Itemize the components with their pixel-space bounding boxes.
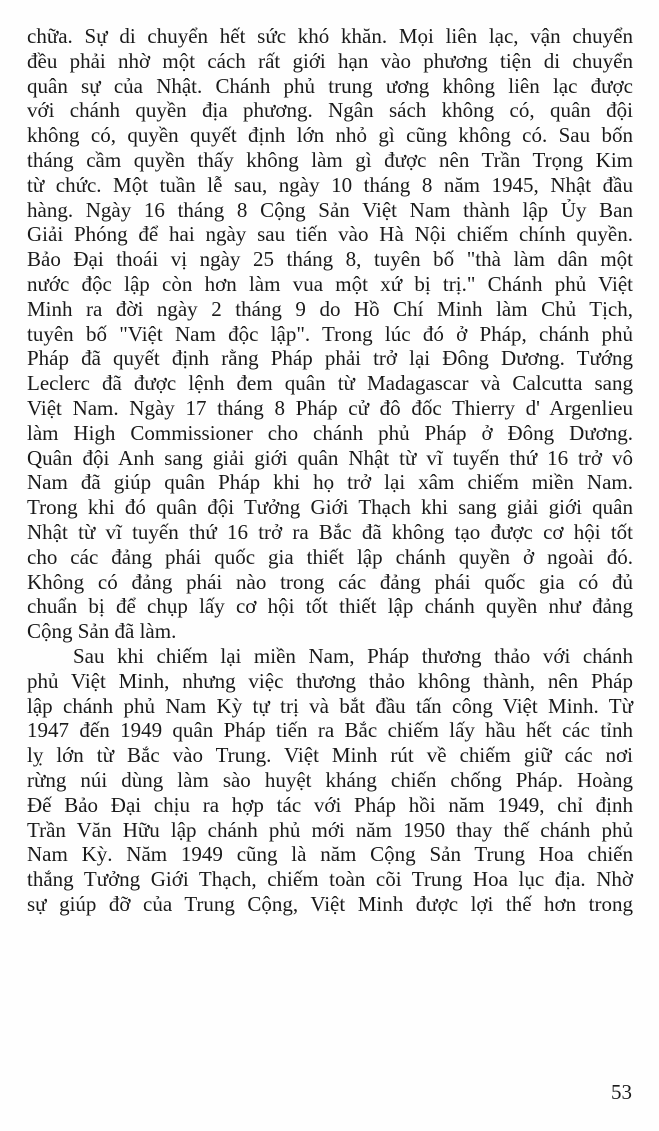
text-line: phủ Việt Minh, nhưng việc thương thảo không thành, nên Pháp	[27, 668, 633, 693]
text-line: 1947 đến 1949 quân Pháp tiến ra Bắc chiếm lấy hầu hết các tỉnh	[27, 718, 633, 743]
text-line: sự giúp đỡ của Trung Cộng, Việt Minh được lợi thế hơn trong	[27, 891, 633, 916]
text-line: rừng núi dùng làm sào huyệt kháng chiến chống Pháp. Hoàng	[27, 767, 633, 792]
text-line: Không có đảng phái nào trong các đảng phái quốc gia có đủ	[27, 569, 633, 594]
text-line: từ chức. Một tuần lễ sau, ngày 10 tháng 8 năm 1945, Nhật đầu	[27, 172, 633, 197]
text-line: Sau khi chiếm lại miền Nam, Pháp thương thảo với chánh	[73, 643, 633, 668]
text-line: Minh ra đời ngày 2 tháng 9 do Hồ Chí Minh làm Chủ Tịch,	[27, 296, 633, 321]
text-line: nước độc lập còn hơn làm vua một xứ bị trị." Chánh phủ Việt	[27, 271, 633, 296]
text-line: thắng Tưởng Giới Thạch, chiếm toàn cõi Trung Hoa lục địa. Nhờ	[27, 867, 633, 892]
text-line: Việt Nam. Ngày 17 tháng 8 Pháp cử đô đốc Thierry d' Argenlieu	[27, 395, 633, 420]
body-text	[27, 24, 633, 917]
text-line: Leclerc đã được lệnh đem quân từ Madagascar và Calcutta sang	[27, 371, 633, 396]
text-line: Pháp đã quyết định rằng Pháp phải trở lại Đông Dương. Tướng	[27, 346, 633, 371]
text-line: Trần Văn Hữu lập chánh phủ mới năm 1950 thay thế chánh phủ	[27, 817, 633, 842]
text-line: Nhật từ vĩ tuyến thứ 16 trở ra Bắc đã không tạo được cơ hội tốt	[27, 519, 633, 544]
text-line: làm High Commissioner cho chánh phủ Pháp ở Đông Dương.	[27, 420, 633, 445]
text-line: lỵ lớn từ Bắc vào Trung. Việt Minh rút về chiếm giữ các nơi	[27, 743, 633, 768]
paragraph-1	[27, 24, 633, 644]
text-line: Đế Bảo Đại chịu ra hợp tác với Pháp hồi năm 1949, chỉ định	[27, 792, 633, 817]
paragraph-2	[27, 644, 633, 917]
text-line: Trong khi đó quân đội Tưởng Giới Thạch khi sang giải giới quân	[27, 495, 633, 520]
text-line: hàng. Ngày 16 tháng 8 Cộng Sản Việt Nam thành lập Ủy Ban	[27, 197, 633, 222]
text-line: Nam đã giúp quân Pháp khi họ trở lại xâm chiếm miền Nam.	[27, 470, 633, 495]
text-line: chữa. Sự di chuyển hết sức khó khăn. Mọi liên lạc, vận chuyển	[27, 24, 633, 48]
text-line: tuyên bố "Việt Nam độc lập". Trong lúc đó ở Pháp, chánh phủ	[27, 321, 633, 346]
text-line: với chánh quyền địa phương. Ngân sách không có, quân đội	[27, 98, 633, 123]
text-line: cho các đảng phái quốc gia thiết lập chánh quyền ở ngoài đó.	[27, 544, 633, 569]
page-number: 53	[611, 1080, 632, 1104]
text-line: tháng cầm quyền thấy không làm gì được nên Trần Trọng Kim	[27, 147, 633, 172]
text-line: chuẩn bị để chụp lấy cơ hội tốt thiết lập chánh quyền như đảng	[27, 594, 633, 619]
text-line: Giải Phóng để hai ngày sau tiến vào Hà Nội chiếm chính quyền.	[27, 222, 633, 247]
text-line: Quân đội Anh sang giải giới quân Nhật từ vĩ tuyến thứ 16 trở vô	[27, 445, 633, 470]
text-line: Bảo Đại thoái vị ngày 25 tháng 8, tuyên bố "thà làm dân một	[27, 247, 633, 272]
text-line: không có, quyền quyết định lớn nhỏ gì cũng không có. Sau bốn	[27, 123, 633, 148]
text-line: Nam Kỳ. Năm 1949 cũng là năm Cộng Sản Trung Hoa chiến	[27, 842, 633, 867]
text-line: đều phải nhờ một cách rất giới hạn vào phương tiện di chuyển	[27, 48, 633, 73]
text-line: Cộng Sản đã làm.	[27, 619, 177, 644]
text-line: quân sự của Nhật. Chánh phủ trung ương không liên lạc được	[27, 73, 633, 98]
text-line: lập chánh phủ Nam Kỳ tự trị và bắt đầu tấn công Việt Minh. Từ	[27, 693, 633, 718]
